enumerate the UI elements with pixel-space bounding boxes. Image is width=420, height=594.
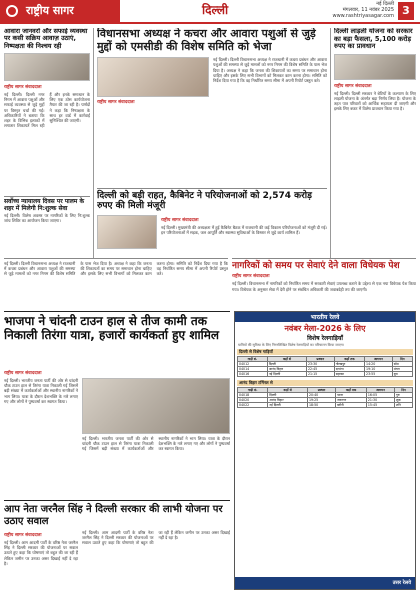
column-divider bbox=[93, 28, 94, 258]
lead-photo bbox=[97, 57, 209, 97]
ad-schedule-table bbox=[237, 356, 413, 377]
ad-footer: उत्तर रेलवे bbox=[235, 577, 415, 589]
ad-title: नवंबर मेला-2026 के लिए bbox=[284, 324, 366, 333]
table-header: कहाँ से bbox=[267, 357, 306, 362]
story-top-left bbox=[4, 28, 90, 193]
table-header: आगमन bbox=[366, 388, 394, 393]
table-cell: नई दिल्ली bbox=[267, 372, 306, 377]
table-cell: आनंद विहार bbox=[267, 367, 306, 372]
story-mid-center bbox=[97, 188, 327, 258]
ad-org: भारतीय रेलवे bbox=[235, 312, 415, 322]
masthead-rule bbox=[0, 22, 420, 24]
table-cell: आनंद विहार bbox=[268, 398, 308, 403]
story-byline: राष्ट्रीय सागर संवाददाता bbox=[232, 274, 270, 280]
page-number: 3 bbox=[398, 2, 414, 20]
table-cell: 16:05 bbox=[366, 393, 394, 398]
table-cell: 04012 bbox=[238, 362, 268, 367]
story-body: नई दिल्ली। विशेष अवसर पर नागरिकों के लिए नि:शुल्क जांच शिविर का आयोजन किया जाएगा। bbox=[4, 212, 90, 223]
table-cell: मंगल bbox=[392, 367, 412, 372]
masthead bbox=[0, 0, 420, 22]
table-header: कहाँ से bbox=[268, 388, 308, 393]
table-header: आगमन bbox=[365, 357, 393, 362]
lead-headline: विधानसभा अध्यक्ष ने कचरा और आवारा पशुओं से जुड़े मुद्दों को एमसीडी की विशेष समिति को भेजा bbox=[97, 28, 316, 53]
table-cell: 20:40 bbox=[307, 393, 335, 398]
brand-name: राष्ट्रीय सागर bbox=[26, 4, 74, 17]
bottom-byline: राष्ट्रीय सागर संवाददाता bbox=[4, 533, 42, 538]
story-lead bbox=[97, 28, 327, 193]
table-cell: 21:30 bbox=[366, 398, 394, 403]
story-headline: आवारा जानवरों और सफाई व्यवस्था पर कसी सक्रिय आवाज़ उठाएं, निष्पक्षता की निश्चय रही bbox=[4, 28, 88, 50]
story-banner-body bbox=[4, 368, 230, 498]
table-cell: 19:25 bbox=[307, 398, 335, 403]
table-cell: 04016 bbox=[238, 372, 268, 377]
table-cell: 19:10 bbox=[365, 367, 393, 372]
ad-schedule-table bbox=[237, 387, 413, 408]
table-cell: 04022 bbox=[238, 403, 268, 408]
story-headline: नागरिकों को समय पर सेवाएं देने वाला विधेयक पेश bbox=[232, 261, 400, 271]
bottom-body-continued: नई दिल्ली। आम आदमी पार्टी के वरिष्ठ नेता जरनैल सिंह ने दिल्ली सरकार की योजनाओं पर सवाल उठाते हुए कहा कि घोषणाएं तो बहुत की जा रही हैं लेकिन जमीन पर उनका असर दिखाई नहीं दे रहा है। bbox=[82, 530, 230, 546]
banner-photo bbox=[82, 378, 230, 434]
story-headline: सर्वोच्च न्यायालय दिवस पर पालम के शहर में मिलेगी नि:शुल्क सेवा bbox=[4, 198, 85, 212]
table-cell: गुरु bbox=[395, 393, 413, 398]
story-photo bbox=[4, 53, 90, 81]
table-cell: 23:30 bbox=[306, 362, 334, 367]
edition-place: नई दिल्ली bbox=[376, 1, 394, 7]
banner-body: नई दिल्ली। भारतीय जनता पार्टी की ओर से चांदनी चौक टाउन हाल से तिरंगा यात्रा निकाली गई जिसमें बड़ी संख्या में कार्यकर्ताओं और स्थानीय नागरिकों ने भाग लिया। यात्रा के दौरान देशभक्ति के नारे लगाए गए और लोगों ने पुष्पवर्षा कर स्वागत किया। bbox=[4, 378, 78, 404]
column-divider bbox=[330, 28, 331, 258]
edition-meta bbox=[333, 1, 395, 19]
table-cell: दरभंगा bbox=[334, 367, 364, 372]
story-left-lower bbox=[4, 196, 90, 258]
story-headline: दिल्ली को बड़ी राहत, कैबिनेट ने परियोजनाओं को 2,574 करोड़ रुपए की मिली मंजूरी bbox=[97, 191, 312, 212]
table-header: कहाँ तक bbox=[336, 388, 367, 393]
table-cell: सहरसा bbox=[334, 372, 364, 377]
brand-logo bbox=[0, 0, 120, 22]
story-body: नई दिल्ली। दिल्ली नगर निगम में आवारा पशुओं और सफाई व्यवस्था से जुड़े मुद्दों पर विस्तृत चर्चा की गई। अधिकारियों ने बताया कि शहर के विभिन्न इलाकों में लगातार शिकायतें मिल रही हैं और इनके समाधान के लिए एक ठोस कार्ययोजना तैयार की जा रही है। पार्षदों ने कहा कि निष्पक्षता के साथ हर वार्ड में कार्रवाई सुनिश्चित की जाएगी। bbox=[4, 92, 90, 129]
story-body: नई दिल्ली। दिल्ली सरकार ने बेटियों के कल्याण के लिए लाड़ली योजना के अंतर्गत बड़ा निर्णय लिया है। योजना के तहत पात्र परिवारों को आर्थिक सहायता दी जाएगी और इसके लिए बजट में विशेष प्रावधान किया गया है। bbox=[334, 90, 416, 112]
table-cell: 22:45 bbox=[306, 367, 334, 372]
railway-ad bbox=[234, 311, 416, 590]
edition-site: www.rashtriyasagar.com bbox=[332, 13, 394, 19]
table-header: दिन bbox=[392, 357, 412, 362]
story-filler bbox=[4, 258, 228, 308]
table-header: प्रस्थान bbox=[307, 388, 335, 393]
table-cell: बरौनी bbox=[336, 403, 367, 408]
story-banner bbox=[4, 311, 230, 367]
banner-byline: राष्ट्रीय सागर संवाददाता bbox=[4, 371, 42, 376]
bottom-headline: आप नेता जरनैल सिंह ने दिल्ली सरकार की लाभी योजना पर उठाए सवाल bbox=[4, 504, 223, 527]
story-byline: राष्ट्रीय सागर संवाददाता bbox=[334, 83, 372, 89]
table-cell: नई दिल्ली bbox=[268, 403, 308, 408]
story-body: नई दिल्ली। मुख्यमंत्री की अध्यक्षता में हुई कैबिनेट बैठक में राजधानी की कई विकास परियोजनाओं को मंजूरी दी गई। इन परियोजनाओं में सड़क, जल आपूर्ति और स्वास्थ्य सुविधाओं के विस्तार से जुड़े कार्य शामिल हैं। bbox=[161, 224, 327, 235]
story-body: नई दिल्ली। विधानसभा में नागरिकों को निर्धारित समय में सरकारी सेवाएं उपलब्ध कराने के उद्देश्य से एक नया विधेयक पेश किया गया। विधेयक के अनुसार सेवा में देरी होने पर संबंधित अधिकारी की जवाबदेही तय की जाएगी। bbox=[232, 281, 416, 292]
table-cell: 04018 bbox=[238, 393, 268, 398]
table-cell: शनि bbox=[395, 403, 413, 408]
table-cell: 21:15 bbox=[306, 372, 334, 377]
story-byline: राष्ट्रीय सागर संवाददाता bbox=[4, 85, 42, 91]
edition-date: मंगलवार, 11 नवंबर 2025 bbox=[342, 7, 394, 13]
logo-icon bbox=[6, 5, 18, 17]
table-header: गाड़ी सं. bbox=[238, 357, 268, 362]
ad-table-title: दिल्ली से विशेष गाड़ियाँ bbox=[237, 349, 413, 355]
story-bottom bbox=[4, 500, 230, 590]
table-header: कहाँ तक bbox=[334, 357, 364, 362]
ad-intro: यात्रियों की सुविधा के लिए निम्नलिखित विशेष रेलगाड़ियों का परिचालन किया जाएगा bbox=[238, 343, 344, 347]
table-cell: 18:50 bbox=[307, 403, 335, 408]
story-body: नई दिल्ली। दिल्ली विधानसभा अध्यक्ष ने राजधानी में कचरा प्रबंधन और आवारा पशुओं की समस्या से जुड़े मामलों को नगर निगम की विशेष समिति के पास भेज दिया है। अध्यक्ष ने कहा कि जनता की शिकायतों का समय पर समाधान होना चाहिए और इसके लिए सभी विभागों को मिलकर काम करना होगा। समिति को निर्देश दिया गया है कि वह निर्धारित समय सीमा में अपनी रिपोर्ट प्रस्तुत करे। bbox=[4, 261, 228, 277]
table-cell: 23:55 bbox=[365, 372, 393, 377]
section-title: दिल्ली bbox=[202, 3, 229, 17]
table-cell: पटना bbox=[336, 393, 367, 398]
table-row bbox=[238, 372, 413, 377]
story-byline: राष्ट्रीय सागर संवाददाता bbox=[161, 217, 199, 223]
story-mid-right bbox=[232, 258, 416, 308]
table-cell: दिल्ली bbox=[268, 393, 308, 398]
story-top-right bbox=[334, 28, 416, 146]
table-cell: दिल्ली bbox=[267, 362, 306, 367]
story-photo bbox=[334, 54, 416, 80]
table-cell: सोम bbox=[392, 362, 412, 367]
banner-body-continued: नई दिल्ली। भारतीय जनता पार्टी की ओर से चांदनी चौक टाउन हाल से तिरंगा यात्रा निकाली गई जिसमें बड़ी संख्या में कार्यकर्ताओं और स्थानीय नागरिकों ने भाग लिया। यात्रा के दौरान देशभक्ति के नारे लगाए गए और लोगों ने पुष्पवर्षा कर स्वागत किया। bbox=[82, 436, 230, 452]
story-photo bbox=[97, 215, 157, 249]
lead-byline: राष्ट्रीय सागर संवाददाता bbox=[97, 100, 135, 106]
table-cell: जयनगर bbox=[336, 398, 367, 403]
table-header: प्रस्थान bbox=[306, 357, 334, 362]
lead-body: नई दिल्ली। दिल्ली विधानसभा अध्यक्ष ने राजधानी में कचरा प्रबंधन और आवारा पशुओं की समस्या से जुड़े मामलों को नगर निगम की विशेष समिति के पास भेज दिया है। अध्यक्ष ने कहा कि जनता की शिकायतों का समय पर समाधान होना चाहिए और इसके लिए सभी विभागों को मिलकर काम करना होगा। समिति को निर्देश दिया गया है कि वह निर्धारित समय सीमा में अपनी रिपोर्ट प्रस्तुत करे। bbox=[213, 57, 327, 84]
table-cell: 15:45 bbox=[366, 403, 394, 408]
table-header: गाड़ी सं. bbox=[238, 388, 268, 393]
table-header: दिन bbox=[395, 388, 413, 393]
table-cell: 04020 bbox=[238, 398, 268, 403]
table-row bbox=[238, 403, 413, 408]
table-cell: 04014 bbox=[238, 367, 268, 372]
story-headline: दिल्ली लाड़ली योजना को सरकार का बड़ा फैसला, 5,100 करोड़ रुपए का प्रावधान bbox=[334, 28, 413, 51]
ad-table-title: आनंद विहार टर्मिनल से bbox=[237, 380, 413, 386]
table-cell: गोरखपुर bbox=[334, 362, 364, 367]
table-cell: शुक्र bbox=[395, 398, 413, 403]
bottom-body: नई दिल्ली। आम आदमी पार्टी के वरिष्ठ नेता जरनैल सिंह ने दिल्ली सरकार की योजनाओं पर सवाल उठाते हुए कहा कि घोषणाएं तो बहुत की जा रही हैं लेकिन जमीन पर उनका असर दिखाई नहीं दे रहा है। bbox=[4, 540, 78, 566]
ad-subtitle: विशेष रेलगाड़ियाँ bbox=[307, 335, 343, 342]
table-cell: 14:20 bbox=[365, 362, 393, 367]
table-cell: बुध bbox=[392, 372, 412, 377]
banner-headline: भाजपा ने चांदनी टाउन हाल से तीज कामी तक निकाली तिरंगा यात्रा, हजारों कार्यकर्ता हुए शामिल bbox=[4, 314, 220, 342]
